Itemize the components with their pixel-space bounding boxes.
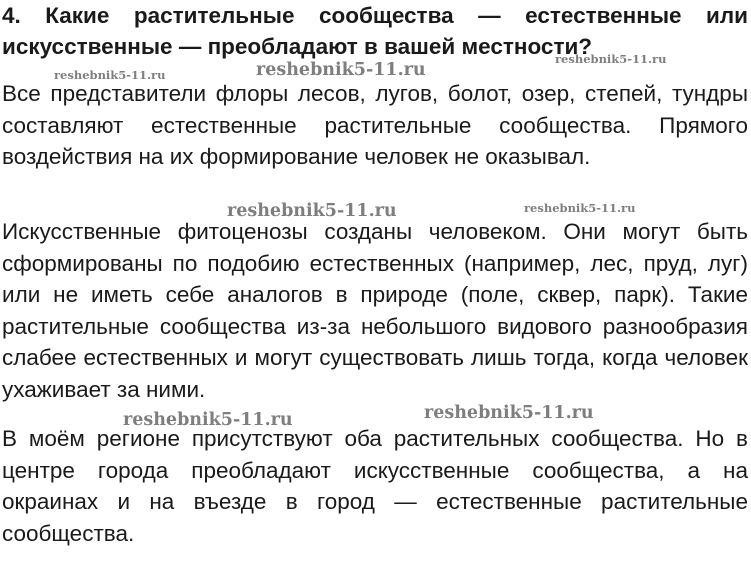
watermark: reshebnik5-11.ru xyxy=(555,52,667,66)
watermark: reshebnik5-11.ru xyxy=(256,60,426,80)
watermark: reshebnik5-11.ru xyxy=(54,68,166,82)
watermark: reshebnik5-11.ru xyxy=(227,201,397,221)
watermark: reshebnik5-11.ru xyxy=(123,410,293,430)
watermark: reshebnik5-11.ru xyxy=(524,201,636,215)
watermark: reshebnik5-11.ru xyxy=(424,403,594,423)
answer-paragraph-natural: Все представители флоры лесов, лугов, болот, озер, степей, тундры составляют естественные растительные сообщества. Прямого воздействия на их формирование человек не оказывал. xyxy=(2,81,748,169)
answer-paragraph-artificial: Искусственные фитоценозы созданы человеком. Они могут быть сформированы по подобию естественных (например, лес, пруд, луг) или не иметь себе аналогов в природе (поле, сквер, парк). Такие растительные сообщества из-за небольшого видового разнообразия слабее естественных и могут существовать лишь тогда, когда человек ухаживает за ними. xyxy=(2,219,748,402)
question-heading: 4. Какие растительные сообщества — естественные или искусственные — преобладают в вашей местности? xyxy=(2,3,748,59)
answer-paragraph-region: В моём регионе присутствуют оба растительных сообщества. Но в центре города преобладают искусственные сообщества, а на окраинах и на въезде в город — естественные растительные сообщества. xyxy=(2,426,748,546)
